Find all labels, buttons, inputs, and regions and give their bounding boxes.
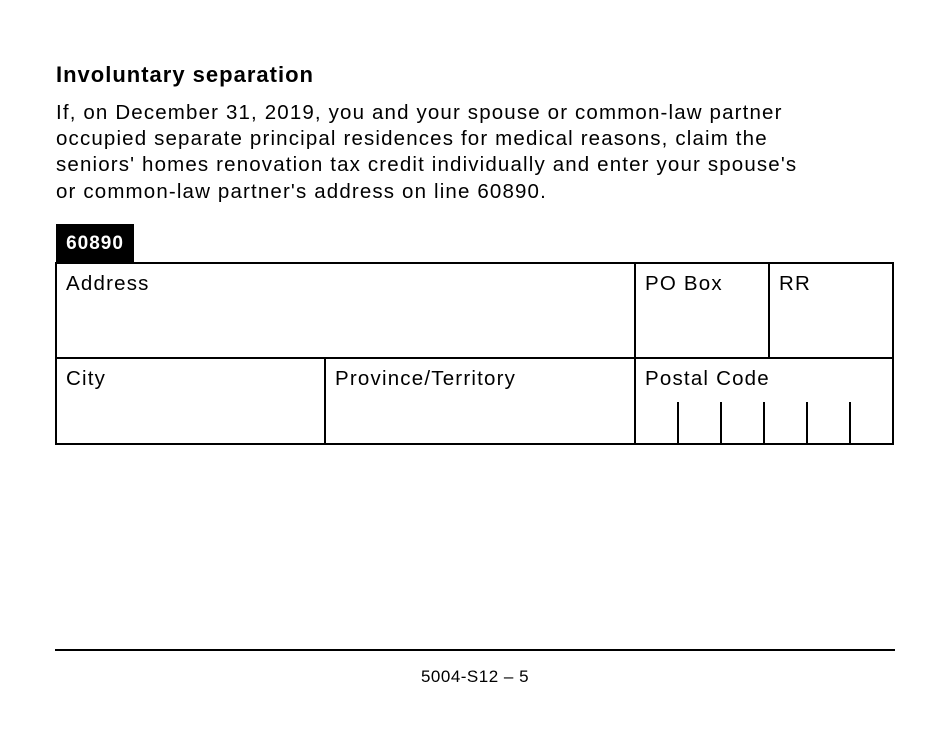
paragraph-line: If, on December 31, 2019, you and your spouse or common-law partner: [56, 101, 783, 124]
province-territory-field[interactable]: [326, 359, 634, 445]
po-box-label: PO Box: [645, 272, 723, 295]
rr-label: RR: [779, 272, 812, 295]
instruction-paragraph: [56, 100, 916, 205]
city-label: City: [66, 367, 107, 390]
address-field[interactable]: [57, 264, 634, 357]
postal-code-char-divider: [677, 402, 679, 445]
page-number: 5004-S12 – 5: [420, 667, 530, 686]
line-number-badge: 60890: [56, 224, 134, 263]
postal-code-char-divider: [849, 402, 851, 445]
section-heading: Involuntary separation: [56, 62, 314, 87]
paragraph-line: occupied separate principal residences for medical reasons, claim the: [56, 127, 768, 151]
postal-code-label: Postal Code: [645, 367, 770, 390]
footer-rule: [55, 649, 895, 651]
postal-code-char-divider: [720, 402, 722, 445]
province-territory-label: Province/Territory: [335, 367, 517, 390]
po-box-field[interactable]: [636, 264, 768, 357]
postal-code-char-divider: [763, 402, 765, 445]
postal-code-char-divider: [806, 402, 808, 445]
city-field[interactable]: [57, 359, 324, 445]
paragraph-line: seniors' homes renovation tax credit individually and enter your spouse's: [56, 153, 798, 177]
address-label: Address: [66, 272, 150, 295]
address-form-table: [55, 262, 894, 445]
rr-field[interactable]: [770, 264, 892, 357]
paragraph-line: or common-law partner's address on line 60890.: [56, 179, 547, 203]
